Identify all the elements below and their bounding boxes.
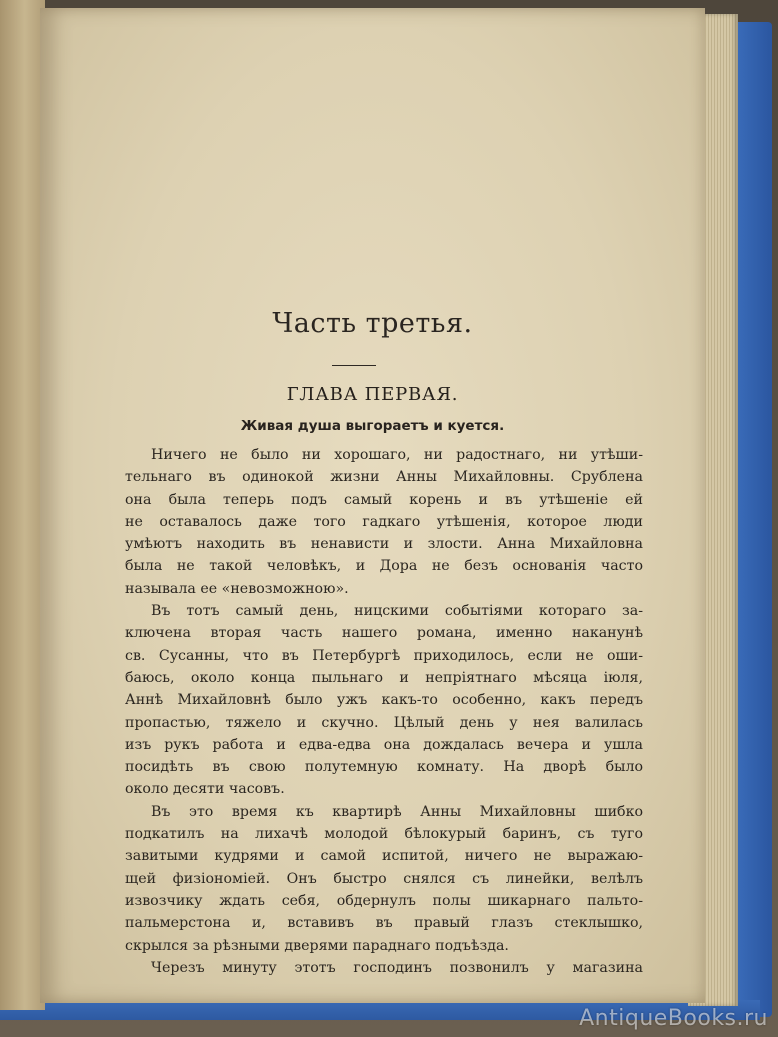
text-line: пропастью, тяжело и скучно. Цѣлый день у нея валилась — [125, 714, 643, 731]
body-text — [125, 444, 643, 979]
text-line: Въ тотъ самый день, ницскими событіями котораго за- — [151, 603, 643, 620]
book-page — [40, 8, 705, 1003]
text-line: скрылся за рѣзными дверями параднаго подъѣзда. — [125, 937, 509, 954]
text-line: извозчику ждать себя, обдернулъ полы шикарнаго пальто- — [125, 892, 643, 909]
text-line: подкатилъ на лихачѣ молодой бѣлокурый баринъ, съ туго — [125, 826, 643, 843]
text-line: изъ рукъ работа и едва-едва она дождалась вечера и ушла — [125, 736, 643, 753]
text-line: щей физіономіей. Онъ быстро снялся съ линейки, велѣлъ — [125, 870, 643, 887]
text-line: была не такой человѣкъ, и Дора не безъ основанія часто — [125, 558, 643, 575]
text-line: пальмерстона и, вставивъ въ правый глазъ стеклышко, — [125, 915, 643, 932]
text-line: Черезъ минуту этотъ господинъ позвонилъ у магазина — [151, 959, 643, 976]
text-line: посидѣть въ свою полутемную комнату. На дворѣ было — [125, 759, 643, 776]
text-line: она была теперь подъ самый корень и въ утѣшеніе ей — [125, 491, 643, 508]
text-line: завитыми кудрями и самой испитой, ничего не выражаю- — [125, 848, 643, 865]
text-line: называла ее «невозможною». — [125, 580, 349, 597]
text-line: около десяти часовъ. — [125, 781, 285, 798]
text-line: баюсь, около конца пыльнаго и непріятнаго мѣсяца іюля, — [125, 669, 643, 686]
chapter-title: ГЛАВА ПЕРВАЯ. — [286, 384, 459, 405]
text-line: умѣютъ находить въ ненависти и злости. Анна Михайловна — [125, 536, 643, 553]
part-title: Часть третья. — [272, 308, 473, 339]
text-line: Въ это время къ квартирѣ Анны Михайловны шибко — [151, 803, 643, 820]
text-line: св. Сусанны, что въ Петербургѣ приходилось, если не оши- — [125, 647, 643, 664]
title-divider — [332, 365, 376, 366]
text-line: Ничего не было ни хорошаго, ни радостнаго, ни утѣши- — [151, 447, 643, 463]
text-line: ключена вторая часть нашего романа, именно наканунѣ — [125, 625, 643, 642]
text-line: тельнаго въ одинокой жизни Анны Михайловны. Срублена — [125, 469, 643, 486]
text-line: не оставалось даже того гадкаго утѣшенія, которое люди — [125, 513, 643, 530]
watermark: AntiqueBooks.ru — [579, 1006, 768, 1031]
text-line: Аннѣ Михайловнѣ было ужъ какъ-то особенно, какъ передъ — [125, 692, 643, 709]
facing-page-edge — [0, 0, 45, 1010]
chapter-subtitle: Живая душа выгораетъ и куется. — [240, 418, 505, 434]
